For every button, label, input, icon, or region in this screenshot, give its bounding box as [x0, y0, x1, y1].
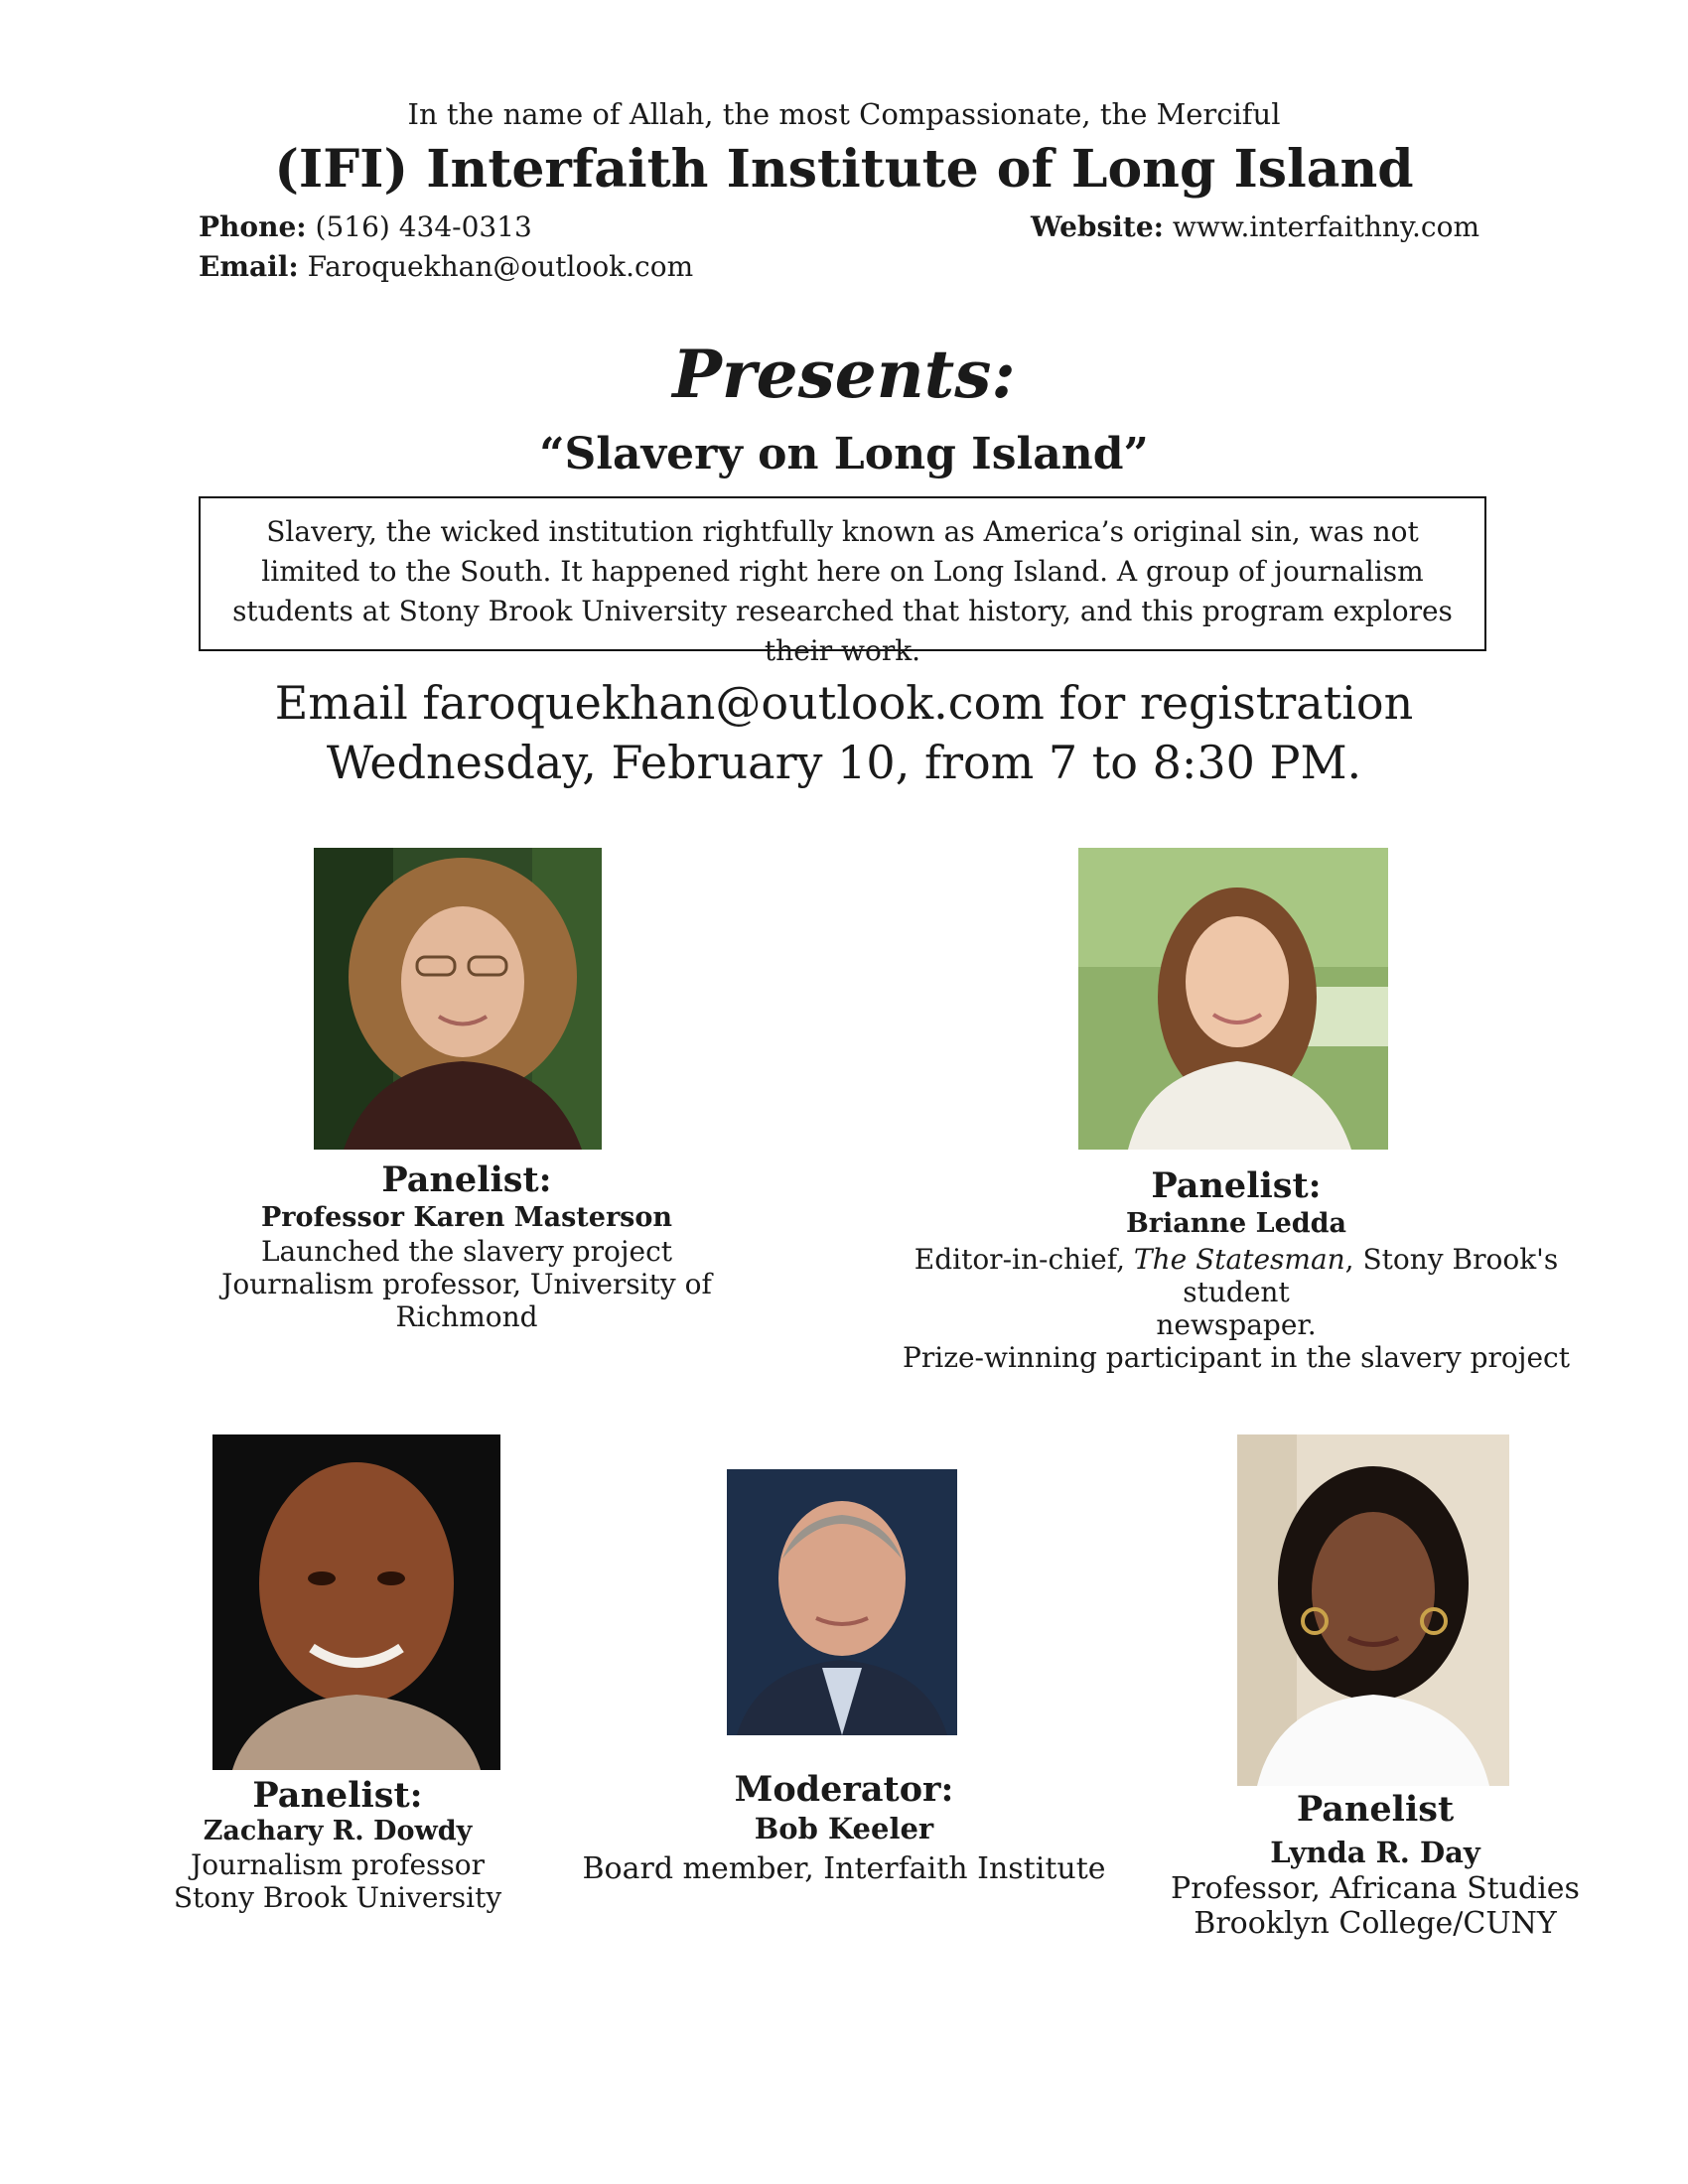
registration-line: Email faroquekhan@outlook.com for registration [274, 676, 1414, 730]
description-box [199, 496, 1486, 667]
email-value: Faroquekhan@outlook.com [307, 250, 694, 283]
photo-bob-keeler [727, 1469, 957, 1735]
website-value: www.interfaithny.com [1172, 210, 1479, 243]
person-name: Professor Karen Masterson [260, 1202, 673, 1233]
person-detail: Journalism professor [190, 1848, 486, 1881]
email-label: Email: [199, 250, 299, 283]
invocation-line: In the name of Allah, the most Compassionate, the Merciful [407, 97, 1281, 131]
presents-heading: Presents: [672, 336, 1016, 413]
card-brianne-ledda [874, 1165, 1599, 1374]
person-detail: Stony Brook University [173, 1881, 502, 1914]
person-detail: Launched the slavery project [260, 1235, 673, 1268]
website-label: Website: [1030, 210, 1164, 243]
program-title: “Slavery on Long Island” [539, 429, 1149, 479]
person-detail [874, 1243, 1599, 1308]
newspaper-title: The Statesman [1133, 1243, 1345, 1276]
card-zachary-dowdy [139, 1775, 536, 1914]
person-detail: newspaper. [1156, 1308, 1317, 1341]
role-label: Panelist: [1151, 1165, 1322, 1206]
event-datetime: Wednesday, February 10, from 7 to 8:30 PM. [326, 736, 1362, 789]
phone-value: (516) 434-0313 [315, 210, 532, 243]
photo-brianne-ledda [1078, 848, 1388, 1150]
description-text: Slavery, the wicked institution rightfully known as America’s original sin, was not limited to the South. It happened right here on Long Island. A group of journalism students at Stony Brook University researched that history, and this program explores their work. [232, 515, 1453, 667]
role-label: Panelist: [381, 1160, 552, 1200]
person-detail: Board member, Interfaith Institute [582, 1851, 1106, 1886]
person-name: Brianne Ledda [1125, 1208, 1347, 1239]
person-name: Bob Keeler [754, 1812, 934, 1845]
person-name: Zachary R. Dowdy [203, 1816, 473, 1846]
photo-karen-masterson [314, 848, 602, 1150]
role-label: Panelist: [252, 1775, 423, 1816]
photo-lynda-day [1237, 1434, 1509, 1786]
card-lynda-day [1132, 1789, 1618, 1941]
role-label: Moderator: [734, 1769, 954, 1810]
person-name: Lynda R. Day [1270, 1836, 1480, 1869]
person-detail: Journalism professor, University of Richmond [221, 1268, 712, 1333]
detail-prefix: Editor-in-chief, [914, 1243, 1134, 1276]
card-karen-masterson [169, 1160, 765, 1333]
registration-block [0, 673, 1688, 792]
email-line [199, 250, 693, 283]
card-bob-keeler [576, 1769, 1112, 1886]
photo-zachary-dowdy [212, 1434, 500, 1770]
person-detail: Prize-winning participant in the slavery project [903, 1341, 1570, 1374]
phone-label: Phone: [199, 210, 307, 243]
organization-title: (IFI) Interfaith Institute of Long Island [274, 139, 1414, 200]
role-label: Panelist [1296, 1789, 1455, 1830]
person-detail: Professor, Africana Studies [1171, 1871, 1580, 1906]
website-line [1031, 210, 1479, 243]
phone-line [199, 210, 532, 243]
detail-suffix: , Stony Brook's student [1183, 1243, 1559, 1308]
person-detail: Brooklyn College/CUNY [1194, 1906, 1557, 1941]
